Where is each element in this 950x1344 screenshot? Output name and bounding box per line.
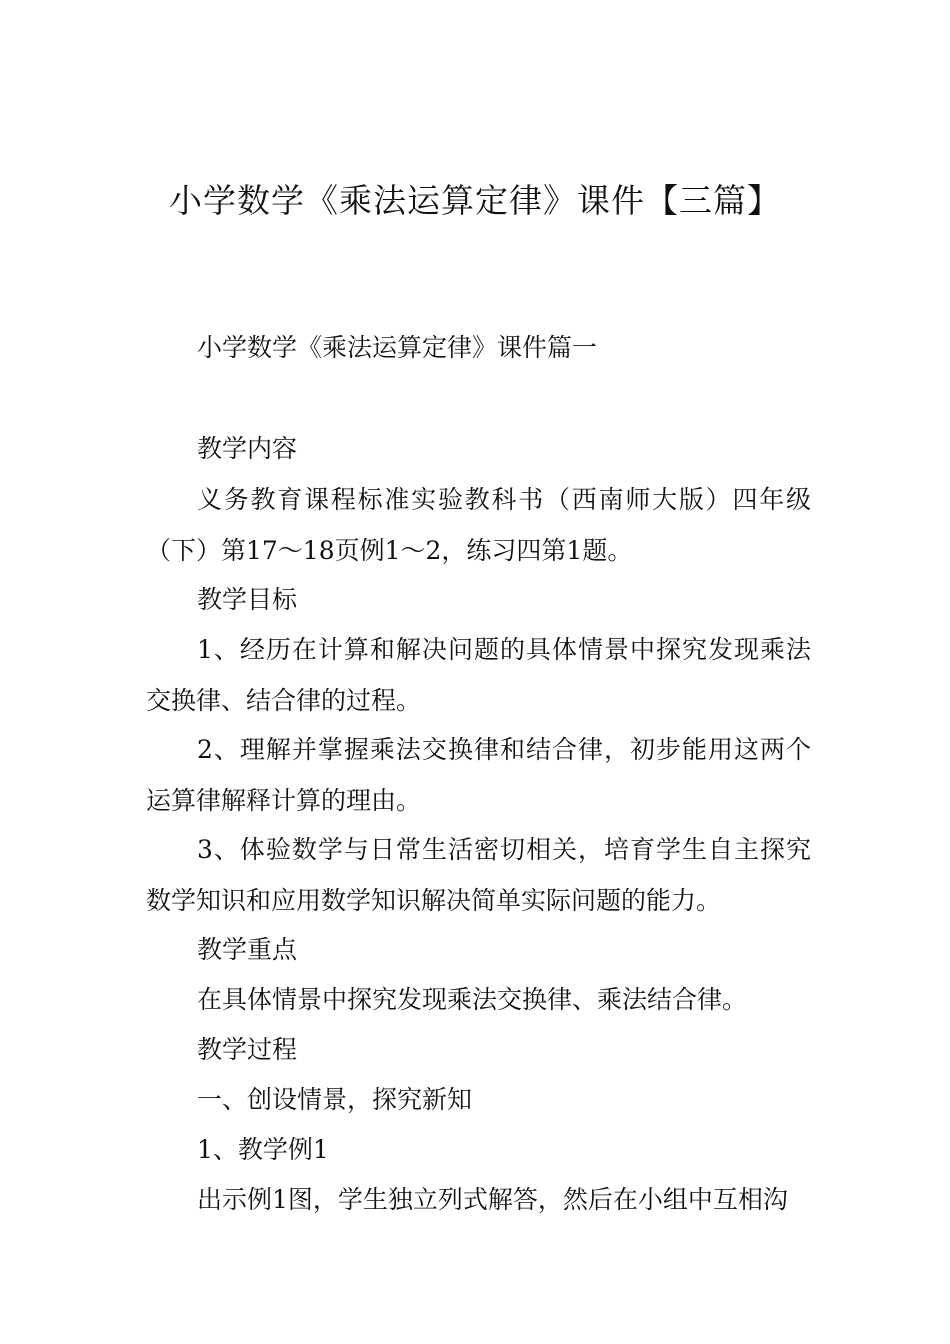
paragraph-heading: 教学重点 [197, 935, 298, 964]
paragraph-heading: 教学目标 [197, 585, 298, 614]
paragraph: 在具体情景中探究发现乘法交换律、乘法结合律。 [197, 985, 748, 1014]
paragraph: 3、体验数学与日常生活密切相关，培育学生自主探究数学知识和应用数学知识解决简单实际问题的能力。 [146, 835, 811, 915]
section-heading: 小学数学《乘法运算定律》课件篇一 [197, 333, 598, 362]
paragraph: 1、教学例1 [197, 1135, 329, 1164]
paragraph-heading: 教学过程 [197, 1035, 298, 1064]
paragraph: 2、理解并掌握乘法交换律和结合律，初步能用这两个运算律解释计算的理由。 [146, 735, 811, 815]
paragraph-heading: 教学内容 [197, 434, 298, 463]
paragraph: 一、创设情景，探究新知 [197, 1085, 473, 1114]
paragraph: 1、经历在计算和解决问题的具体情景中探究发现乘法交换律、结合律的过程。 [146, 635, 811, 715]
paragraph: 义务教育课程标准实验教科书（西南师大版）四年级（下）第17～18页例1～2，练习四第1题。 [146, 485, 811, 565]
paragraph: 出示例1图，学生独立列式解答，然后在小组中互相沟 [197, 1185, 788, 1214]
document-title: 小学数学《乘法运算定律》课件【三篇】 [169, 181, 781, 220]
